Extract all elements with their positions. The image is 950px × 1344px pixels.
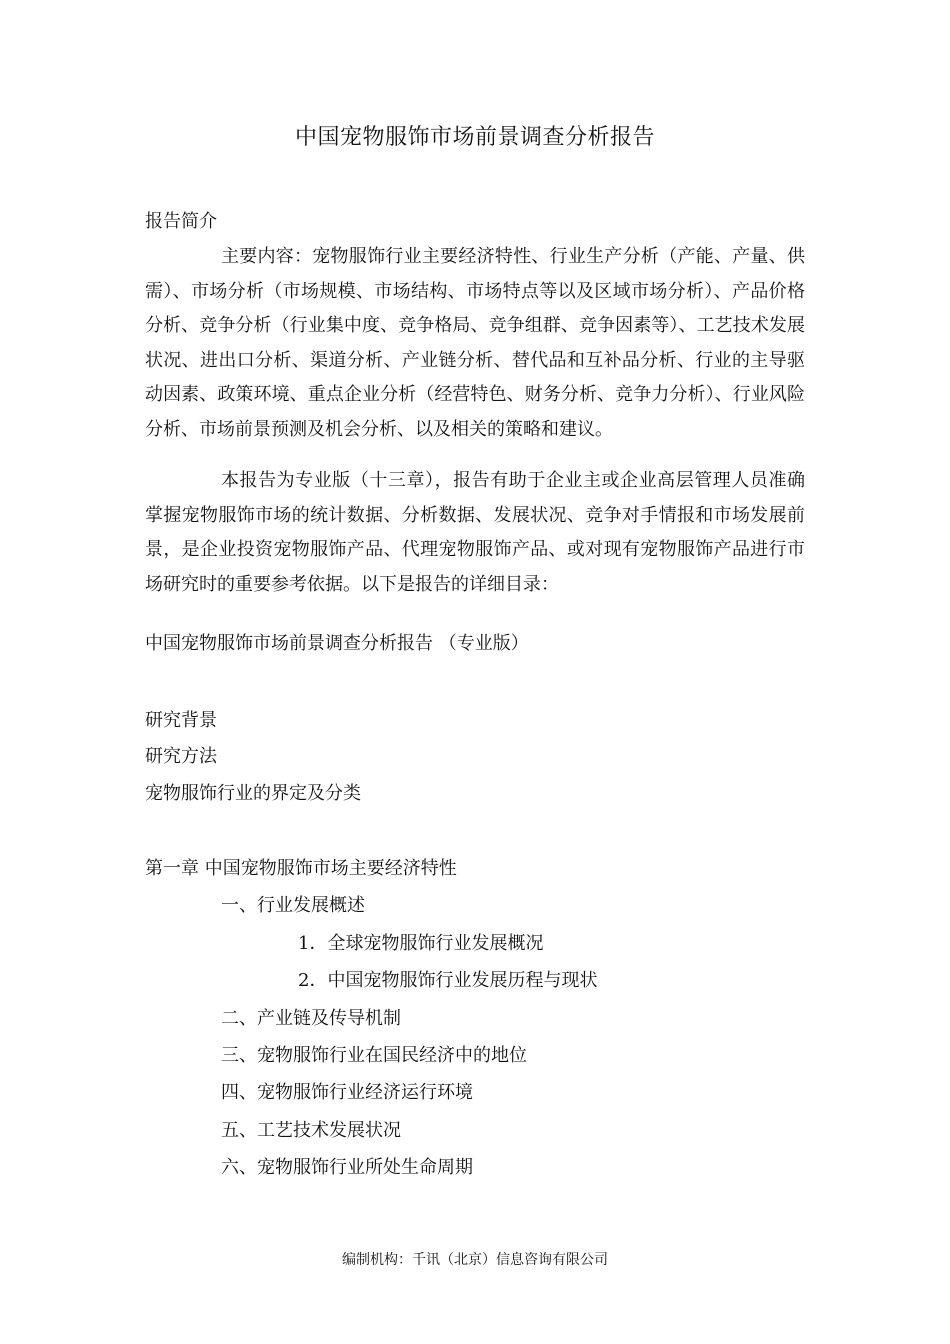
intro-heading: 报告简介 xyxy=(145,211,217,232)
intro-paragraph-1: 主要内容：宠物服饰行业主要经济特性、行业生产分析（产能、产量、供需）、市场分析（市场规模、市场结构、市场特点等以及区域市场分析）、产品价格分析、竞争分析（行业集中度、竞争格局、竞争组群、竞争因素等）、工艺技术发展状况、进出口分析、渠道分析、产业链分析、替代品和互补品分析、行业的主导驱动因素、政策环境、重点企业分析（经营特色、财务分析、竞争力分析）、行业风险分析、市场前景预测及机会分析、以及相关的策略和建议。 xyxy=(145,246,805,440)
prelim-item-method: 研究方法 xyxy=(145,746,217,767)
chapter-1-section-2: 二、产业链及传导机制 xyxy=(221,1008,401,1029)
toc-title: 中国宠物服饰市场前景调查分析报告 （专业版） xyxy=(145,633,529,654)
chapter-1-section-6: 六、宠物服饰行业所处生命周期 xyxy=(221,1157,473,1178)
chapter-1-sub-1: 1．全球宠物服饰行业发展概况 xyxy=(298,933,544,954)
chapter-1-heading: 第一章 中国宠物服饰市场主要经济特性 xyxy=(145,858,457,879)
chapter-1-sub-2: 2．中国宠物服饰行业发展历程与现状 xyxy=(298,970,598,991)
prelim-item-background: 研究背景 xyxy=(145,710,217,731)
chapter-1-section-3: 三、宠物服饰行业在国民经济中的地位 xyxy=(221,1045,527,1066)
footer-publisher: 编制机构：千讯（北京）信息咨询有限公司 xyxy=(342,1252,608,1268)
chapter-1-section-4: 四、宠物服饰行业经济运行环境 xyxy=(221,1082,473,1103)
chapter-1-section-1: 一、行业发展概述 xyxy=(221,895,365,916)
chapter-1-section-5: 五、工艺技术发展状况 xyxy=(221,1120,401,1141)
intro-paragraph-2: 本报告为专业版（十三章），报告有助于企业主或企业高层管理人员准确掌握宠物服饰市场的统计数据、分析数据、发展状况、竞争对手情报和市场发展前景，是企业投资宠物服饰产品、代理宠物服饰产品、或对现有宠物服饰产品进行市场研究时的重要参考依据。以下是报告的详细目录： xyxy=(145,470,805,595)
prelim-item-definition: 宠物服饰行业的界定及分类 xyxy=(145,783,361,804)
document-title: 中国宠物服饰市场前景调查分析报告 xyxy=(294,125,655,150)
